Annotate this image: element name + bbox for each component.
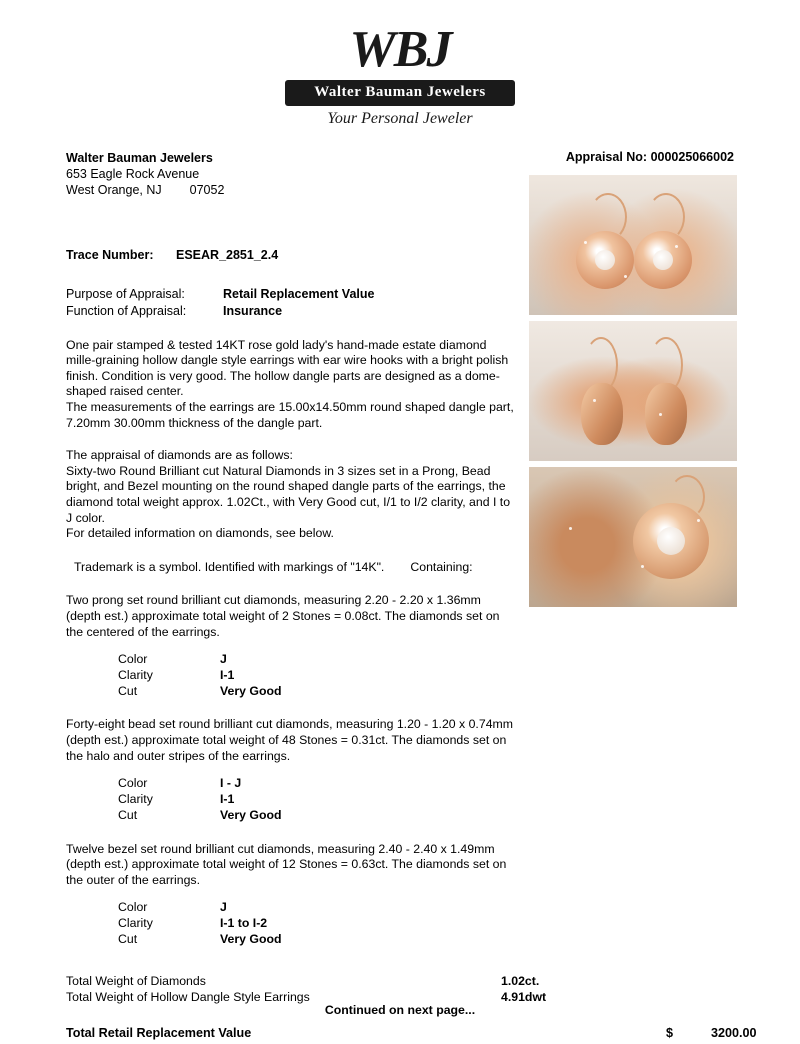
attribute-label: Color xyxy=(118,652,148,667)
description-paragraph-1: One pair stamped & tested 14KT rose gold lady's hand-made estate diamond mille-graining hollow dangle style earrings with ear wire hooks with a bright polish finish. Condition is very good. The hollow dangle parts are designed as a dome-shaped raised center. xyxy=(66,337,509,399)
attribute-label: Cut xyxy=(118,683,138,698)
appraisal-number: Appraisal No: 000025066002 xyxy=(565,150,734,164)
attribute-label: Cut xyxy=(118,807,138,822)
attribute-row xyxy=(118,668,518,684)
logo-tagline: Your Personal Jeweler xyxy=(327,110,473,127)
earring-photo-front xyxy=(529,175,737,315)
description-paragraph-5: For detailed information on diamonds, see below. xyxy=(66,526,334,541)
attribute-row xyxy=(118,652,518,668)
attribute-value: Very Good xyxy=(220,932,282,947)
attribute-row xyxy=(118,684,518,700)
company-logo xyxy=(285,22,515,128)
attribute-value: Very Good xyxy=(220,807,282,822)
attribute-row xyxy=(118,776,518,792)
description-paragraph-3: The appraisal of diamonds are as follows: xyxy=(66,448,293,463)
company-street: 653 Eagle Rock Avenue xyxy=(66,167,200,181)
earring-dangle-left xyxy=(581,383,623,445)
company-city-state: West Orange, NJ xyxy=(66,183,162,197)
attribute-row xyxy=(118,808,518,824)
logo-name-banner: Walter Bauman Jewelers xyxy=(285,80,515,106)
center-diamond xyxy=(595,250,615,270)
earring-dangle-right xyxy=(645,383,687,445)
attribute-value: J xyxy=(220,652,227,667)
purpose-label: Purpose of Appraisal: xyxy=(66,286,185,301)
footer-continued: Continued on next page... xyxy=(324,1003,476,1017)
attribute-value: I - J xyxy=(220,776,242,791)
total-earring-weight-label: Total Weight of Hollow Dangle Style Earrings xyxy=(66,989,310,1004)
grand-total-label: Total Retail Replacement Value xyxy=(66,1025,252,1040)
stone-group-attributes xyxy=(118,900,518,947)
total-diamond-weight-row xyxy=(66,973,540,990)
total-earring-weight-value: 4.91dwt xyxy=(501,989,547,1004)
description-paragraph-2: The measurements of the earrings are 15.00x14.50mm round shaped dangle part, 7.20mm 30.00mm thickness of the dangle part. xyxy=(66,399,514,430)
trace-number-row xyxy=(66,248,518,264)
stone-group-attributes xyxy=(118,776,518,823)
attribute-row xyxy=(118,916,518,932)
attribute-label: Clarity xyxy=(118,792,153,807)
ear-wire-hook-icon xyxy=(669,475,705,519)
attribute-value: J xyxy=(220,900,227,915)
attribute-label: Clarity xyxy=(118,916,153,931)
earring-photo-back-front xyxy=(529,467,737,607)
trademark-text: Trademark is a symbol. Identified with markings of "14K". xyxy=(74,559,385,574)
containing-text: Containing: xyxy=(410,559,473,574)
attribute-value: Very Good xyxy=(220,683,282,698)
earring-back-view xyxy=(547,507,615,575)
attribute-label: Color xyxy=(118,776,148,791)
function-row xyxy=(66,303,518,320)
description-paragraph-4: Sixty-two Round Brilliant cut Natural Diamonds in 3 sizes set in a Prong, Bead bright, and Bezel mounting on the round shaped dangle parts of the earrings, the diamond total weight approx. 1.02Ct., with Very Good cut, I/1 to I/2 clarity, and I to J color. xyxy=(66,463,511,525)
attribute-row xyxy=(118,900,518,916)
purpose-block xyxy=(66,286,518,320)
function-value: Insurance xyxy=(223,303,283,318)
company-name: Walter Bauman Jewelers xyxy=(66,151,213,165)
stone-group-attributes xyxy=(118,652,518,699)
document-body xyxy=(66,248,757,1044)
attribute-row xyxy=(118,792,518,808)
attribute-value: I-1 xyxy=(220,792,235,807)
currency-symbol: $ xyxy=(666,1025,674,1040)
earring-photo-side xyxy=(529,321,737,461)
center-diamond xyxy=(657,527,685,555)
stone-group-description: Two prong set round brilliant cut diamonds, measuring 2.20 - 2.20 x 1.36mm (depth est.) approximate total weight of 2 Stones = 0.08ct. The diamonds set on the centered of the earrings. xyxy=(66,593,500,639)
logo-container xyxy=(66,0,734,128)
center-diamond xyxy=(653,250,673,270)
attribute-row xyxy=(118,932,518,948)
total-diamond-weight-label: Total Weight of Diamonds xyxy=(66,973,206,988)
purpose-value: Retail Replacement Value xyxy=(223,286,375,301)
function-label: Function of Appraisal: xyxy=(66,303,187,318)
attribute-label: Cut xyxy=(118,932,138,947)
stone-group-description: Forty-eight bead set round brilliant cut diamonds, measuring 1.20 - 1.20 x 0.74mm (depth est.) approximate total weight of 48 Stones = 0.31ct. The diamonds set on the halo and outer stripes of the earrings. xyxy=(66,717,514,763)
attribute-value: I-1 xyxy=(220,667,235,682)
trace-number-label: Trace Number: xyxy=(66,248,154,262)
trace-number-value: ESEAR_2851_2.4 xyxy=(176,248,279,262)
attribute-label: Clarity xyxy=(118,667,153,682)
purpose-row xyxy=(66,286,518,303)
attribute-label: Color xyxy=(118,900,148,915)
grand-total-row xyxy=(66,1025,757,1044)
trademark-line xyxy=(66,560,518,576)
grand-total-value: 3200.00 xyxy=(711,1025,757,1040)
attribute-value: I-1 to I-2 xyxy=(220,916,268,931)
totals-block xyxy=(66,973,547,1006)
company-zip: 07052 xyxy=(189,183,225,197)
total-diamond-weight-value: 1.02ct. xyxy=(501,973,540,988)
stone-group-description: Twelve bezel set round brilliant cut diamonds, measuring 2.40 - 2.40 x 1.49mm (depth est.) approximate total weight of 12 Stones = 0.63ct. The diamonds set on the outer of the earrings. xyxy=(66,841,507,887)
logo-monogram: WBJ xyxy=(349,21,451,78)
photo-column xyxy=(529,175,737,613)
